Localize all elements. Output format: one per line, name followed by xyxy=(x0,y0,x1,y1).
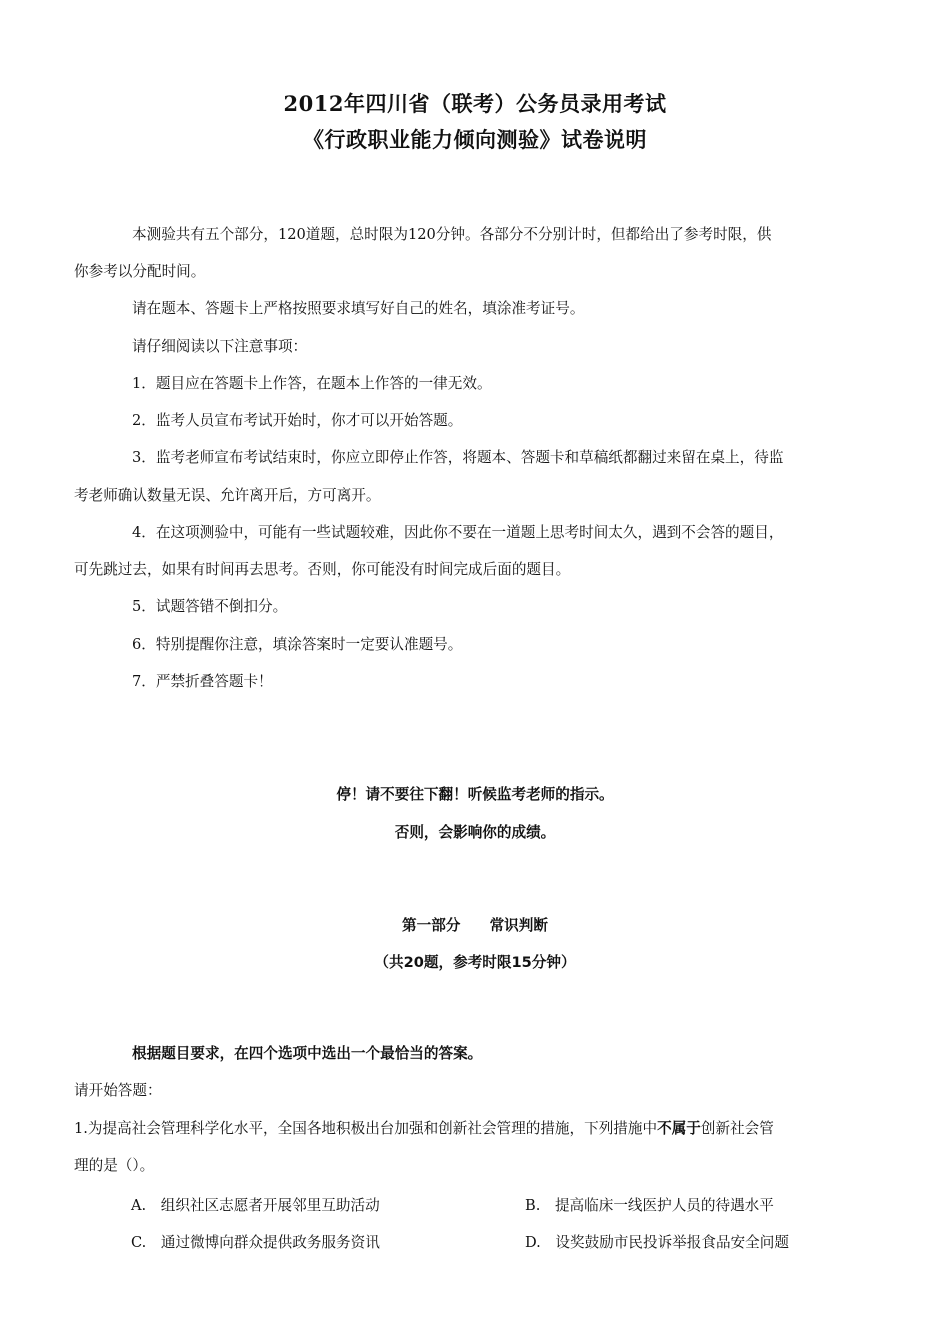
section-subheading: （共20题，参考时限15分钟） xyxy=(374,954,576,971)
notice-item-3-line1: 3．监考老师宣布考试结束时，你应立即停止作答，将题本、答题卡和草稿纸都翻过来留在桌上，待监 xyxy=(132,449,784,466)
notice-item-5: 5．试题答错不倒扣分。 xyxy=(132,598,288,615)
notice-item-3-line2: 考老师确认数量无误、允许离开后，方可离开。 xyxy=(74,487,381,504)
section-instruction: 根据题目要求，在四个选项中选出一个最恰当的答案。 xyxy=(132,1045,483,1062)
intro-paragraph-1-line2: 你参考以分配时间。 xyxy=(74,263,206,280)
intro-paragraph-3: 请仔细阅读以下注意事项： xyxy=(132,338,308,355)
warning-line1: 停！请不要往下翻！听候监考老师的指示。 xyxy=(336,786,614,803)
intro-paragraph-1-line1: 本测验共有五个部分，120道题，总时限为120分钟。各部分不分别计时，但都给出了参考时限，供 xyxy=(132,226,772,243)
question-1-stem-post: 创新社会管 xyxy=(700,1120,774,1137)
start-prompt: 请开始答题： xyxy=(74,1082,162,1099)
question-1-option-a: A. 组织社区志愿者开展邻里互助活动 xyxy=(131,1197,380,1214)
warning-line2: 否则，会影响你的成绩。 xyxy=(394,824,556,841)
question-1-stem-emphasis: 不属于 xyxy=(657,1120,701,1137)
notice-item-7: 7．严禁折叠答题卡！ xyxy=(132,673,273,690)
notice-item-4-line2: 可先跳过去，如果有时间再去思考。否则，你可能没有时间完成后面的题目。 xyxy=(74,561,571,578)
question-1-stem-pre: 1.为提高社会管理科学化水平，全国各地积极出台加强和创新社会管理的措施，下列措施中 xyxy=(74,1120,658,1137)
notice-item-2: 2．监考人员宣布考试开始时，你才可以开始答题。 xyxy=(132,412,463,429)
notice-item-4-line1: 4．在这项测验中，可能有一些试题较难，因此你不要在一道题上思考时间太久，遇到不会答的题目， xyxy=(132,524,784,541)
doc-title-line2: 《行政职业能力倾向测验》试卷说明 xyxy=(303,127,647,152)
question-1-option-d: D. 设奖鼓励市民投诉举报食品安全问题 xyxy=(525,1234,789,1251)
doc-title-line1: 2012年四川省（联考）公务员录用考试 xyxy=(283,91,667,116)
section-heading: 第一部分 常识判断 xyxy=(402,917,548,934)
intro-paragraph-2: 请在题本、答题卡上严格按照要求填写好自己的姓名，填涂准考证号。 xyxy=(132,300,585,317)
question-1-option-c: C. 通过微博向群众提供政务服务资讯 xyxy=(131,1234,380,1251)
question-1-stem xyxy=(74,1110,880,1147)
question-1-stem-line2: 理的是（）。 xyxy=(74,1157,155,1174)
notice-item-6: 6．特别提醒你注意，填涂答案时一定要认准题号。 xyxy=(132,636,463,653)
notice-item-1: 1．题目应在答题卡上作答，在题本上作答的一律无效。 xyxy=(132,375,492,392)
question-1-option-b: B. 提高临床一线医护人员的待遇水平 xyxy=(525,1197,774,1214)
